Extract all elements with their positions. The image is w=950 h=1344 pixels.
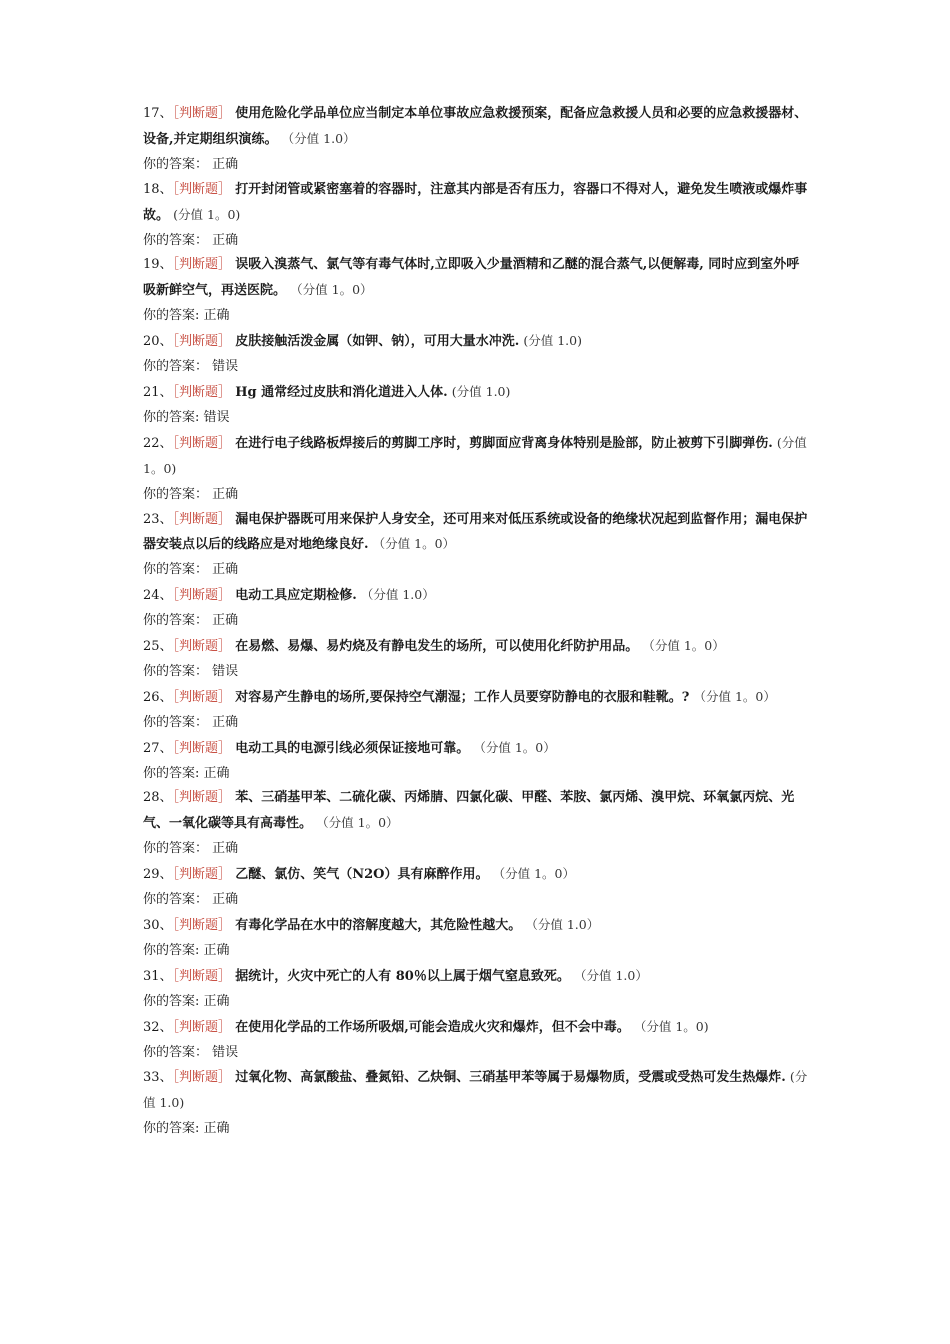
- question-item: [143, 178, 811, 254]
- question-item: [143, 736, 811, 787]
- question-type-tag: ［判断题］: [172, 511, 232, 527]
- answer-line: [143, 837, 811, 862]
- answer-line: [143, 609, 811, 634]
- question-score: （分值 1。0）: [492, 866, 575, 882]
- question-number: 33、: [143, 1070, 173, 1086]
- answer-value: 正确: [212, 613, 239, 629]
- question-score: （分值 1.0）: [360, 587, 435, 603]
- answer-label: 你的答案:: [143, 942, 200, 958]
- answer-label: 你的答案：: [143, 156, 209, 172]
- question-type-tag: ［判断题］: [172, 257, 232, 273]
- question-score: （分值 1.0）: [573, 967, 648, 983]
- question-stem: 过氧化物、高氯酸盐、叠氮铅、乙炔铜、三硝基甲苯等属于易爆物质，受震或受热可发生热爆炸.: [235, 1070, 786, 1086]
- question-stem: 漏电保护器既可用来保护人身安全，还可用来对低压系统或设备的绝缘状况起到监督作用；漏电保护器安装点以后的线路应是对地绝缘良好.: [143, 511, 808, 553]
- question-number: 25、: [143, 639, 173, 655]
- question-item: [143, 786, 811, 862]
- question-text: [143, 431, 811, 483]
- question-item: [143, 583, 811, 634]
- question-type-tag: ［判断题］: [172, 918, 232, 933]
- question-text: [143, 102, 811, 153]
- answer-label: 你的答案:: [143, 308, 200, 324]
- question-score: (分值 1.0): [523, 333, 582, 349]
- answer-label: 你的答案：: [143, 359, 209, 375]
- answer-label: 你的答案：: [143, 841, 209, 857]
- question-score: （分值 1.0）: [525, 917, 600, 932]
- question-stem: 有毒化学品在水中的溶解度越大，其危险性越大。: [235, 918, 522, 933]
- question-type-tag: ［判断题］: [172, 435, 232, 451]
- question-number: 28、: [143, 790, 173, 806]
- answer-value: 正确: [212, 841, 239, 857]
- question-stem: 对容易产生静电的场所,要保持空气潮湿；工作人员要穿防静电的衣服和鞋靴。?: [235, 689, 690, 705]
- question-type-tag: ［判断题］: [172, 181, 232, 197]
- question-stem: 在易燃、易爆、易灼烧及有静电发生的场所，可以使用化纤防护用品。: [235, 639, 639, 655]
- question-number: 29、: [143, 867, 173, 883]
- question-stem: 皮肤接触活泼金属（如钾、钠），可用大量水冲洗.: [235, 334, 520, 350]
- answer-value: 错误: [212, 359, 239, 375]
- question-number: 18、: [143, 181, 173, 197]
- question-item: [143, 913, 811, 964]
- question-stem: 电动工具应定期检修.: [235, 588, 357, 604]
- question-item: [143, 253, 811, 329]
- question-type-tag: ［判断题］: [172, 588, 232, 604]
- question-score: （分值 1。0）: [473, 739, 556, 755]
- question-item: [143, 508, 811, 584]
- question-text: [143, 178, 811, 229]
- question-item: [143, 1015, 811, 1066]
- answer-line: [143, 406, 811, 431]
- answer-value: 正确: [203, 765, 230, 781]
- answer-value: 错误: [212, 663, 239, 679]
- answer-line: [143, 1041, 811, 1066]
- answer-value: 错误: [203, 409, 230, 425]
- question-number: 27、: [143, 740, 173, 756]
- answer-label: 你的答案:: [143, 409, 200, 425]
- answer-line: [143, 1117, 811, 1142]
- question-stem: 电动工具的电源引线必须保证接地可靠。: [235, 740, 470, 756]
- question-item: [143, 634, 811, 685]
- answer-label: 你的答案：: [143, 613, 209, 629]
- question-stem: 乙醚、氯仿、笑气（N2O）具有麻醉作用。: [235, 867, 489, 883]
- question-type-tag: ［判断题］: [172, 639, 232, 655]
- question-score: (分值 1。0): [143, 434, 807, 476]
- answer-line: [143, 483, 811, 508]
- answer-value: 正确: [212, 714, 239, 730]
- question-stem: 苯、三硝基甲苯、二硫化碳、丙烯腈、四氯化碳、甲醛、苯胺、氯丙烯、溴甲烷、环氧氯丙烷、光气、一氧化碳等具有高毒性。: [143, 790, 795, 832]
- question-item: [143, 685, 811, 736]
- question-item: [143, 380, 811, 431]
- answer-line: [143, 558, 811, 583]
- question-stem: 误吸入溴蒸气、氯气等有毒气体时,立即吸入少量酒精和乙醚的混合蒸气,以便解毒, 同时应到室外呼吸新鲜空气，再送医院。: [143, 257, 800, 299]
- question-text: [143, 253, 811, 304]
- question-number: 17、: [143, 106, 173, 121]
- question-text: [143, 329, 811, 355]
- answer-label: 你的答案:: [143, 993, 200, 1009]
- answer-value: 正确: [212, 562, 239, 578]
- answer-value: 正确: [203, 308, 230, 324]
- answer-label: 你的答案：: [143, 1044, 209, 1060]
- answer-label: 你的答案：: [143, 663, 209, 679]
- answer-label: 你的答案：: [143, 486, 209, 502]
- answer-label: 你的答案：: [143, 714, 209, 730]
- question-number: 24、: [143, 588, 173, 604]
- answer-line: [143, 153, 811, 178]
- question-text: [143, 583, 811, 609]
- question-text: [143, 1065, 811, 1117]
- answer-label: 你的答案:: [143, 765, 200, 781]
- question-score: （分值 1。0）: [290, 282, 373, 298]
- question-score: （分值 1。0）: [316, 815, 399, 831]
- answer-line: [143, 990, 811, 1015]
- answer-value: 正确: [212, 486, 239, 502]
- answer-label: 你的答案：: [143, 232, 209, 248]
- question-type-tag: ［判断题］: [172, 689, 232, 705]
- question-text: [143, 508, 811, 559]
- question-stem: 在进行电子线路板焊接后的剪脚工序时，剪脚面应背离身体特别是脸部，防止被剪下引脚弹伤.: [235, 435, 773, 451]
- answer-label: 你的答案：: [143, 562, 209, 578]
- question-number: 23、: [143, 511, 173, 527]
- question-stem: 打开封闭管或紧密塞着的容器时，注意其内部是否有压力，容器口不得对人，避免发生喷液或爆炸事故。: [143, 181, 808, 223]
- question-stem: 在使用化学品的工作场所吸烟,可能会造成火灾和爆炸，但不会中毒。: [235, 1019, 630, 1035]
- question-type-tag: ［判断题］: [172, 790, 232, 806]
- answer-value: 正确: [203, 1121, 230, 1137]
- question-score: (分值 1.0): [143, 1069, 808, 1111]
- question-number: 30、: [143, 918, 173, 933]
- answer-label: 你的答案：: [143, 892, 209, 908]
- question-score: (分值 1。0): [173, 206, 241, 222]
- answer-line: [143, 355, 811, 380]
- question-text: [143, 736, 811, 762]
- question-item: [143, 102, 811, 178]
- answer-line: [143, 660, 811, 685]
- answer-line: [143, 888, 811, 913]
- question-score: （分值 1。0): [633, 1018, 709, 1034]
- question-text: [143, 685, 811, 711]
- question-number: 21、: [143, 384, 173, 400]
- question-text: [143, 380, 811, 406]
- question-number: 22、: [143, 435, 173, 451]
- question-text: [143, 1015, 811, 1041]
- answer-label: 你的答案:: [143, 1121, 200, 1137]
- question-item: [143, 1065, 811, 1142]
- question-item: [143, 862, 811, 913]
- question-list: [143, 102, 811, 1142]
- question-type-tag: ［判断题］: [172, 740, 232, 756]
- answer-value: 正确: [212, 156, 239, 172]
- answer-value: 正确: [212, 892, 239, 908]
- question-item: [143, 431, 811, 508]
- answer-value: 正确: [203, 993, 230, 1009]
- question-type-tag: ［判断题］: [172, 334, 232, 350]
- answer-value: 正确: [212, 232, 239, 248]
- question-item: [143, 964, 811, 1015]
- question-type-tag: ［判断题］: [172, 384, 232, 400]
- question-text: [143, 913, 811, 939]
- question-text: [143, 964, 811, 990]
- question-type-tag: ［判断题］: [172, 1019, 232, 1035]
- question-type-tag: ［判断题］: [172, 968, 232, 984]
- answer-line: [143, 229, 811, 254]
- question-text: [143, 786, 811, 837]
- answer-line: [143, 711, 811, 736]
- question-item: [143, 329, 811, 380]
- question-score: (分值 1.0): [451, 383, 511, 399]
- answer-line: [143, 762, 811, 787]
- question-score: （分值 1。0）: [693, 688, 776, 704]
- answer-value: 错误: [212, 1044, 239, 1060]
- question-number: 26、: [143, 689, 173, 705]
- question-score: （分值 1.0）: [281, 130, 356, 146]
- question-type-tag: ［判断题］: [172, 106, 232, 121]
- answer-value: 正确: [203, 942, 230, 958]
- question-score: （分值 1。0）: [372, 536, 456, 552]
- question-stem: 使用危险化学品单位应当制定本单位事故应急救援预案，配备应急救援人员和必要的应急救援器材、设备,并定期组织演练。: [143, 106, 808, 147]
- answer-line: [143, 939, 811, 964]
- answer-line: [143, 304, 811, 329]
- question-number: 32、: [143, 1019, 173, 1035]
- question-type-tag: ［判断题］: [172, 1070, 232, 1086]
- question-text: [143, 862, 811, 888]
- question-text: [143, 634, 811, 660]
- question-score: （分值 1。0）: [642, 638, 725, 654]
- question-type-tag: ［判断题］: [172, 867, 232, 883]
- question-number: 20、: [143, 334, 173, 350]
- question-stem: 据统计，火灾中死亡的人有 80％以上属于烟气窒息致死。: [235, 968, 570, 984]
- question-number: 19、: [143, 257, 173, 273]
- question-number: 31、: [143, 968, 173, 984]
- question-stem: Hg 通常经过皮肤和消化道进入人体.: [235, 384, 448, 400]
